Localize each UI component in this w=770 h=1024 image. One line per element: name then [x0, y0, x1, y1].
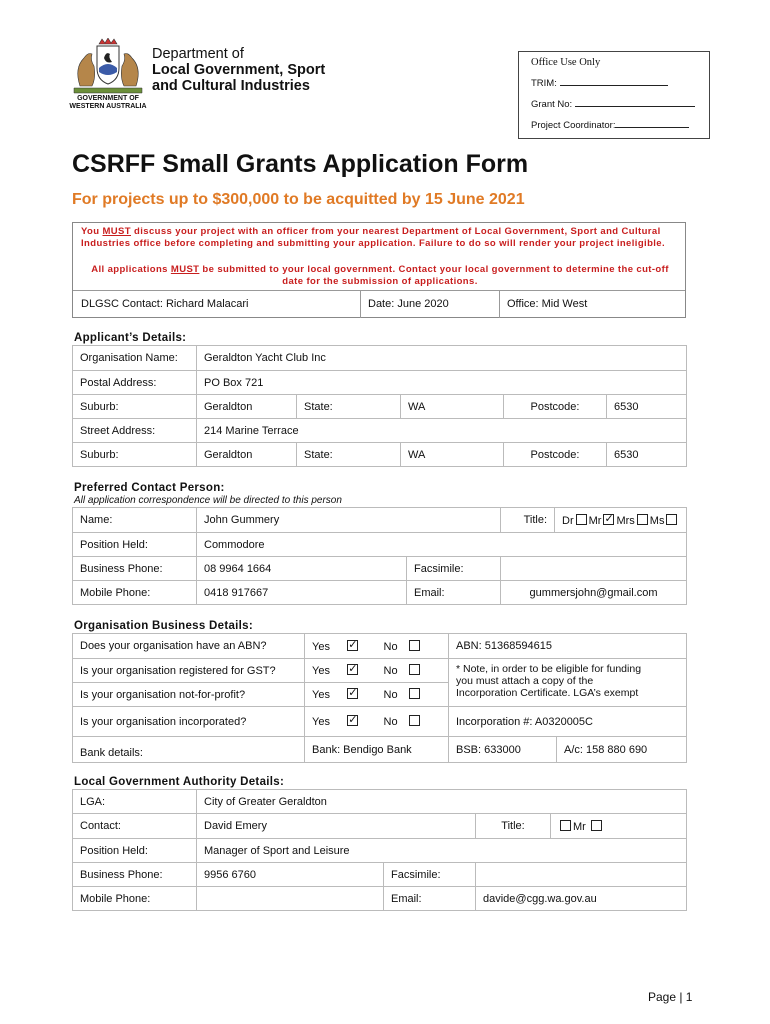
title-ms-checkbox[interactable]	[666, 514, 677, 525]
lga-label: LGA:	[73, 790, 197, 814]
dlgsc-contact: DLGSC Contact: Richard Malacari	[81, 298, 249, 310]
lga-mobile-field[interactable]	[197, 887, 384, 911]
lga-details-heading: Local Government Authority Details:	[74, 776, 285, 788]
contact-business-phone-field[interactable]: 08 9964 1664	[197, 557, 407, 581]
department-name: Department of Local Government, Sport and Cultural Industries	[152, 46, 326, 94]
bank-details-label: Bank details:	[73, 737, 305, 763]
trim-field[interactable]	[560, 77, 668, 86]
contact-email-label: Email:	[407, 581, 501, 605]
office-use-title: Office Use Only	[531, 57, 601, 68]
street-state-label: State:	[297, 443, 401, 467]
lga-title-label: Title:	[476, 814, 551, 839]
gst-question: Is your organisation registered for GST?	[73, 659, 305, 683]
office-use-box: Office Use Only TRIM: Grant No: Project Coordinator:	[518, 51, 710, 139]
lga-field[interactable]: City of Greater Geraldton	[197, 790, 687, 814]
contact-note: All application correspondence will be directed to this person	[74, 495, 342, 506]
gst-yes-checkbox[interactable]	[347, 664, 358, 675]
lga-fax-field[interactable]	[476, 863, 687, 887]
page-number: Page | 1	[648, 990, 693, 1004]
abn-question: Does your organisation have an ABN?	[73, 634, 305, 659]
notice-office: Office: Mid West	[507, 298, 588, 310]
street-postcode-field[interactable]: 6530	[607, 443, 687, 467]
lga-email-field[interactable]: davide@cgg.wa.gov.au	[476, 887, 687, 911]
contact-title-options: Dr Mr✓ Mrs Ms	[555, 508, 687, 533]
postal-address-label: Postal Address:	[73, 371, 197, 395]
form-title: CSRFF Small Grants Application Form	[72, 150, 529, 178]
lga-position-label: Position Held:	[73, 839, 197, 863]
suburb-label: Suburb:	[73, 395, 197, 419]
project-coordinator-field[interactable]	[615, 119, 689, 128]
gst-no-checkbox[interactable]	[409, 664, 420, 675]
nfp-no-checkbox[interactable]	[409, 688, 420, 699]
state-label: State:	[297, 395, 401, 419]
contact-mobile-field[interactable]: 0418 917667	[197, 581, 407, 605]
important-notice	[72, 222, 686, 318]
abn-field[interactable]: ABN: 51368594615	[449, 634, 687, 659]
bsb-field[interactable]: BSB: 633000	[449, 737, 557, 763]
bank-name-field[interactable]: Bank: Bendigo Bank	[305, 737, 449, 763]
lga-position-field[interactable]: Manager of Sport and Leisure	[197, 839, 687, 863]
lga-business-phone-label: Business Phone:	[73, 863, 197, 887]
lga-title-options: Mr	[551, 814, 687, 839]
incorporation-number-field[interactable]: Incorporation #: A0320005C	[449, 707, 687, 737]
incorporated-question: Is your organisation incorporated?	[73, 707, 305, 737]
title-dr-checkbox[interactable]	[576, 514, 587, 525]
applicant-details-table	[72, 345, 687, 467]
contact-business-phone-label: Business Phone:	[73, 557, 197, 581]
street-postcode-label: Postcode:	[504, 443, 607, 467]
state-field[interactable]: WA	[401, 395, 504, 419]
account-number-field[interactable]: A/c: 158 880 690	[557, 737, 687, 763]
contact-position-field[interactable]: Commodore	[197, 533, 687, 557]
street-address-label: Street Address:	[73, 419, 197, 443]
street-suburb-field[interactable]: Geraldton	[197, 443, 297, 467]
lga-fax-label: Facsimile:	[384, 863, 476, 887]
org-name-field[interactable]: Geraldton Yacht Club Inc	[197, 346, 687, 371]
lga-email-label: Email:	[384, 887, 476, 911]
applicant-details-heading: Applicant’s Details:	[74, 332, 187, 344]
org-name-label: Organisation Name:	[73, 346, 197, 371]
postcode-field[interactable]: 6530	[607, 395, 687, 419]
contact-mobile-label: Mobile Phone:	[73, 581, 197, 605]
contact-person-table	[72, 507, 687, 605]
incorporation-note: * Note, in order to be eligible for funding you must attach a copy of the Incorporation Certificate. LGA’s exempt	[449, 659, 687, 707]
inc-yes-checkbox[interactable]	[347, 715, 358, 726]
contact-person-heading: Preferred Contact Person:	[74, 482, 225, 494]
wa-government-crest-logo	[68, 38, 148, 96]
notice-submit: All applications MUST be submitted to your local government. Contact your local government to determine the cut-off date for the submission of applications.	[91, 264, 669, 287]
lga-title-mr-checkbox[interactable]	[591, 820, 602, 831]
street-state-field[interactable]: WA	[401, 443, 504, 467]
lga-title-option-checkbox[interactable]	[560, 820, 571, 831]
grant-no-field[interactable]	[575, 98, 695, 107]
suburb-field[interactable]: Geraldton	[197, 395, 297, 419]
lga-business-phone-field[interactable]: 9956 6760	[197, 863, 384, 887]
contact-fax-label: Facsimile:	[407, 557, 501, 581]
lga-mobile-label: Mobile Phone:	[73, 887, 197, 911]
abn-yes-checkbox[interactable]	[347, 640, 358, 651]
street-address-field[interactable]: 214 Marine Terrace	[197, 419, 687, 443]
contact-name-field[interactable]: John Gummery	[197, 508, 501, 533]
lga-details-table	[72, 789, 687, 911]
nfp-yes-checkbox[interactable]	[347, 688, 358, 699]
title-mrs-checkbox[interactable]	[637, 514, 648, 525]
street-suburb-label: Suburb:	[73, 443, 197, 467]
contact-title-label: Title:	[501, 508, 555, 533]
contact-position-label: Position Held:	[73, 533, 197, 557]
notice-date: Date: June 2020	[368, 298, 449, 310]
form-subtitle: For projects up to $300,000 to be acquitted by 15 June 2021	[72, 191, 525, 208]
lga-contact-field[interactable]: David Emery	[197, 814, 476, 839]
government-of-wa-label: GOVERNMENT OF WESTERN AUSTRALIA	[69, 95, 147, 110]
title-mr-checkbox[interactable]	[603, 514, 614, 525]
lga-contact-label: Contact:	[73, 814, 197, 839]
nfp-question: Is your organisation not-for-profit?	[73, 683, 305, 707]
inc-no-checkbox[interactable]	[409, 715, 420, 726]
postal-address-field[interactable]: PO Box 721	[197, 371, 687, 395]
contact-email-field[interactable]: gummersjohn@gmail.com	[501, 581, 687, 605]
postcode-label: Postcode:	[504, 395, 607, 419]
contact-name-label: Name:	[73, 508, 197, 533]
abn-no-checkbox[interactable]	[409, 640, 420, 651]
contact-fax-field[interactable]	[501, 557, 687, 581]
notice-discuss: You MUST discuss your project with an officer from your nearest Department of Local Government, Sport and Cultural Industries office before completing and submitting your application. Failure to do so will render your project ineligible.	[81, 226, 666, 249]
business-details-heading: Organisation Business Details:	[74, 620, 253, 632]
business-details-table: Does your organisation have an ABN? Yes ✓ No ABN: 51368594615 Is your organisation registered for GST? Yes ✓ No * Note, in order to be eligible for funding you must attach a copy of the Incorporation Certificate. LGA’s exempt Is your organisation not-for-profit? Yes ✓ No Is your organisation incorporated? Yes ✓ No Incorporation #: A0320005C Bank details: Bank: Bendigo Bank BSB: 633000 A/c: 158 880 690	[72, 633, 687, 763]
